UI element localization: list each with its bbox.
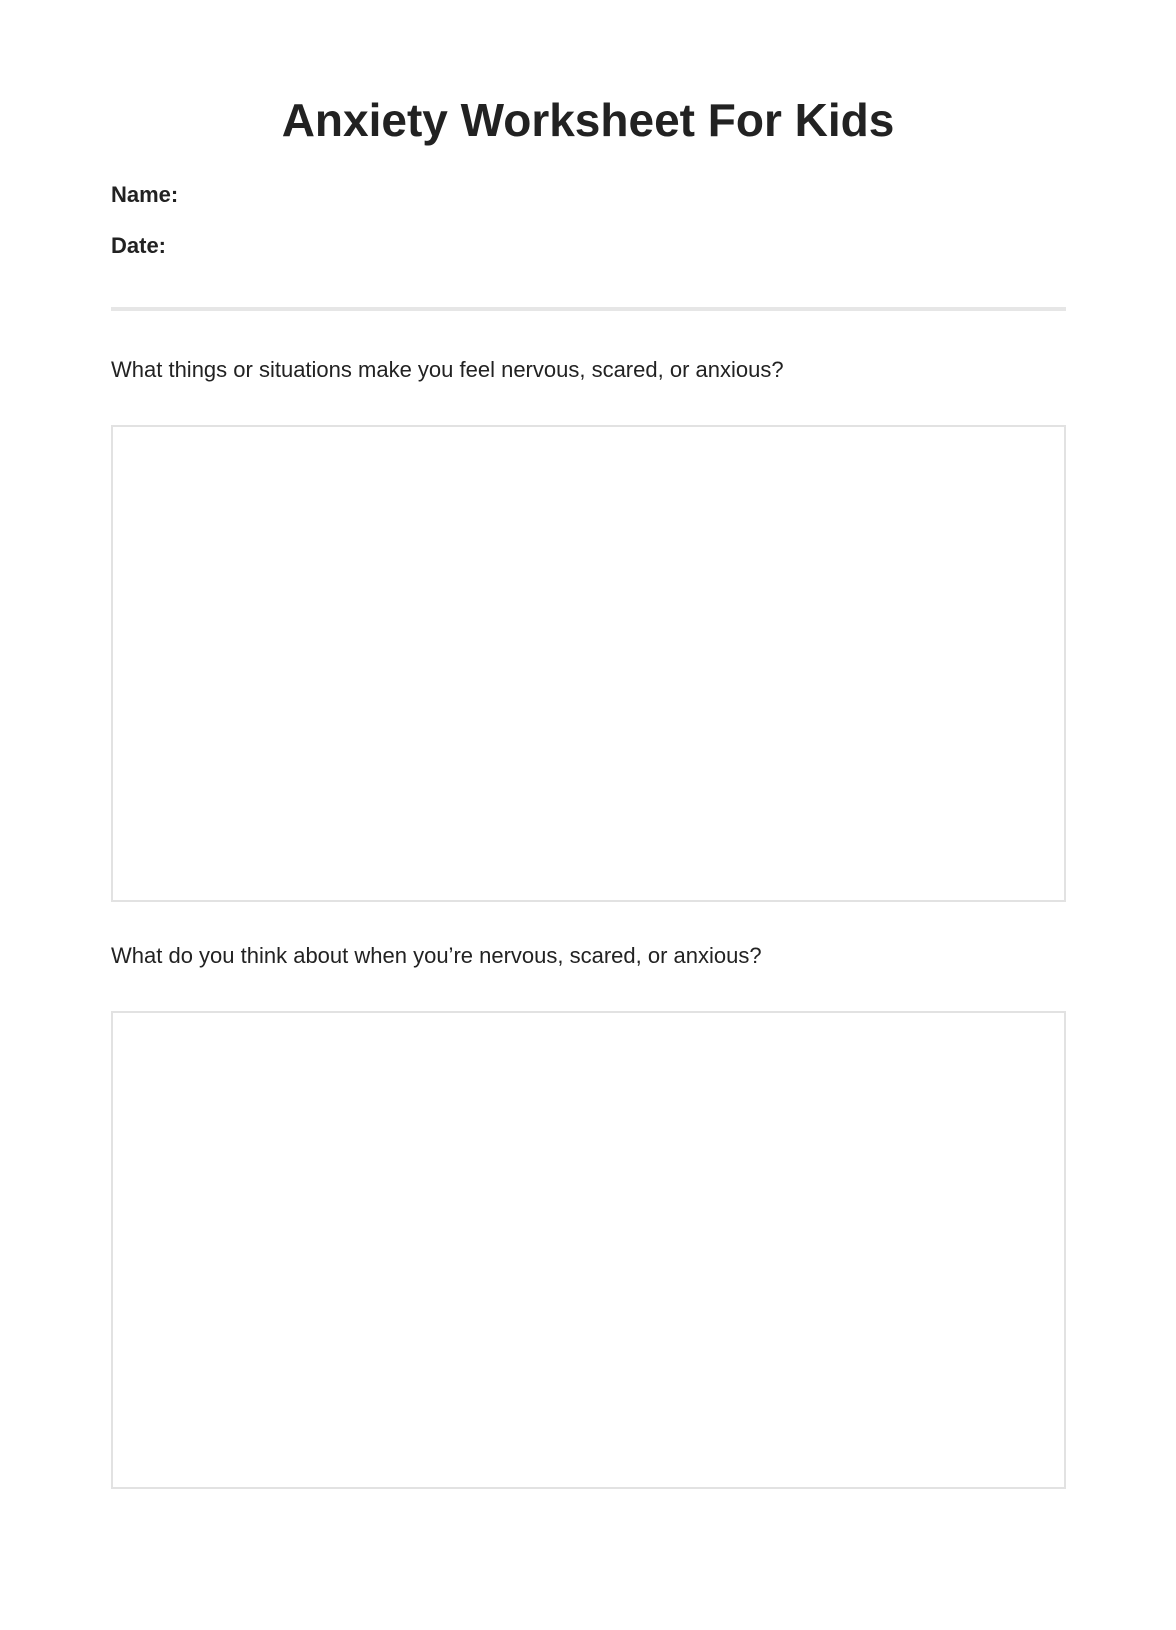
date-label: Date: [111,233,167,258]
section-divider [111,307,1066,311]
worksheet-title: Anxiety Worksheet For Kids [281,94,895,146]
question-2: What do you think about when you’re nervous, scared, or anxious? [111,943,762,968]
name-label: Name: [111,182,179,207]
answer-box-1[interactable] [111,425,1066,902]
answer-box-2[interactable] [111,1011,1066,1489]
question-1: What things or situations make you feel nervous, scared, or anxious? [111,357,784,382]
